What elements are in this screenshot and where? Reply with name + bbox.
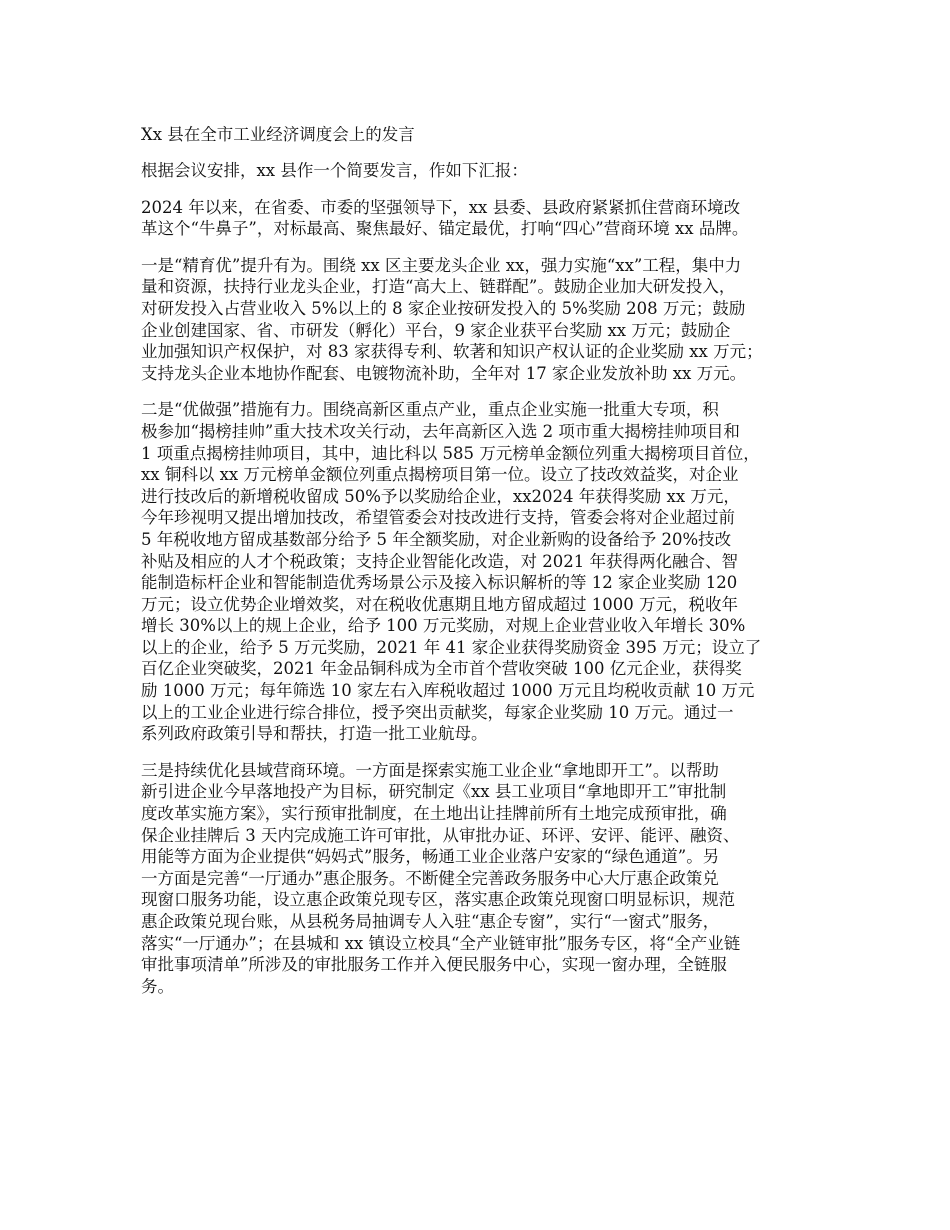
text-line: 三是持续优化县域营商环境。一方面是探索实施工业企业“拿地即开工”。以帮助: [141, 760, 719, 780]
document-page: [141, 124, 825, 1012]
text-line: 进行技改后的新增税收留成 50%予以奖励给企业，xx2024 年获得奖励 xx 万元，: [141, 486, 740, 506]
text-line: 度改革实施方案》，实行预审批制度，在土地出让挂牌前所有土地完成预审批，确: [141, 804, 727, 824]
text-line: 以上的工业企业进行综合排位，授予突出贡献奖，每家企业奖励 10 万元。通过一: [141, 702, 734, 722]
text-line: xx 铜科以 xx 万元榜单金额位列重点揭榜项目第一位。设立了技改效益奖，对企业: [141, 465, 739, 485]
text-line: 用能等方面为企业提供“妈妈式”服务，畅通工业企业落户安家的“绿色通道”。另: [141, 847, 720, 867]
text-line: 支持龙头企业本地协作配套、电镀物流补助，全年对 17 家企业发放补助 xx 万元。: [141, 363, 747, 383]
text-line: 革这个“牛鼻子”，对标最高、聚焦最好、锚定最优，打响“四心”营商环境 xx 品牌。: [141, 219, 749, 239]
text-line: 能制造标杆企业和智能制造优秀场景公示及接入标识解析的等 12 家企业奖励 120: [141, 573, 738, 593]
text-line: 今年珍视明又提出增加技改，希望管委会对技改进行支持，管委会将对企业超过前: [141, 508, 735, 528]
text-line: 系列政府政策引导和帮扶，打造一批工业航母。: [141, 724, 488, 744]
text-line: 极参加“揭榜挂帅”重大技术攻关行动，去年高新区入选 2 项市重大揭榜挂帅项目和: [141, 421, 740, 441]
text-line: 根据会议安排，xx 县作一个简要发言，作如下汇报：: [141, 161, 528, 180]
text-line: 增长 30%以上的规上企业，给予 100 万元奖励，对规上企业营业收入年增长 30%: [141, 616, 746, 636]
text-line: 1 项重点揭榜挂帅项目，其中，迪比科以 585 万元榜单金额位列重大揭榜项目首位，: [141, 443, 760, 463]
text-line: 百亿企业突破奖，2021 年金品铜科成为全市首个营收突破 100 亿元企业，获得奖: [141, 659, 742, 679]
paragraph-point-two: [141, 399, 825, 745]
document-title: Xx 县在全市工业经济调度会上的发言: [141, 125, 415, 144]
text-line: 量和资源，扶持行业龙头企业，打造“高大上、链群配”。鼓励企业加大研发投入，: [141, 277, 736, 297]
text-line: 以上的企业，给予 5 万元奖励，2021 年 41 家企业获得奖励资金 395 万元；设立了: [141, 637, 762, 657]
text-line: 5 年税收地方留成基数部分给予 5 年全额奖励，对企业新购的设备给予 20%技改: [141, 529, 732, 549]
text-line: 惠企政策兑现台账，从县税务局抽调专人入驻“惠企专窗”，实行“一窗式”服务，: [141, 912, 720, 931]
text-line: 补贴及相应的人才个税政策；支持企业智能化改造，对 2021 年获得两化融合、智: [141, 551, 738, 571]
text-line: 万元；设立优势企业增效奖，对在税收优惠期且地方留成超过 1000 万元，税收年: [141, 594, 738, 614]
text-line: 业加强知识产权保护，对 83 家获得专利、软著和知识产权认证的企业奖励 xx 万元；: [141, 342, 763, 362]
text-line: 落实“一厅通办”；在县城和 xx 镇设立校具“全产业链审批”服务专区，将“全产业链: [141, 933, 741, 953]
text-line: 一是“精育优”提升有为。围绕 xx 区主要龙头企业 xx，强力实施“xx”工程，集中力: [141, 255, 742, 275]
paragraph-point-one: [141, 255, 825, 385]
text-line: 保企业挂牌后 3 天内完成施工许可审批，从审批办证、环评、安评、能评、融资、: [141, 825, 740, 845]
paragraph-overview: [141, 197, 825, 240]
text-line: 新引进企业今早落地投产为目标，研究制定《xx 县工业项目“拿地即开工”审批制: [141, 782, 727, 802]
text-line: 现窗口服务功能，设立惠企政策兑现专区，落实惠企政策兑现窗口明显标识，规范: [141, 890, 735, 910]
text-line: 励 1000 万元；每年筛选 10 家左右入库税收超过 1000 万元且均税收贡献 10 万元: [141, 681, 755, 701]
paragraph-intro: [141, 160, 825, 182]
text-line: 对研发投入占营业收入 5%以上的 8 家企业按研发投入的 5%奖励 208 万元；鼓励: [141, 298, 746, 318]
text-line: 一方面是完善“一厅通办”惠企服务。不断健全完善政务服务中心大厅惠企政策兑: [141, 868, 719, 888]
text-line: 二是“优做强”措施有力。围绕高新区重点产业，重点企业实施一批重大专项，积: [141, 400, 719, 420]
text-line: 务。: [141, 976, 174, 996]
text-line: 企业创建国家、省、市研发（孵化）平台，9 家企业获平台奖励 xx 万元；鼓励企: [141, 320, 731, 340]
text-line: 审批事项清单”所涉及的审批服务工作并入便民服务中心，实现一窗办理，全链服: [141, 955, 727, 975]
text-line: 2024 年以来，在省委、市委的坚强领导下，xx 县委、县政府紧紧抓住营商环境改: [141, 197, 741, 217]
paragraph-point-three: [141, 760, 825, 998]
